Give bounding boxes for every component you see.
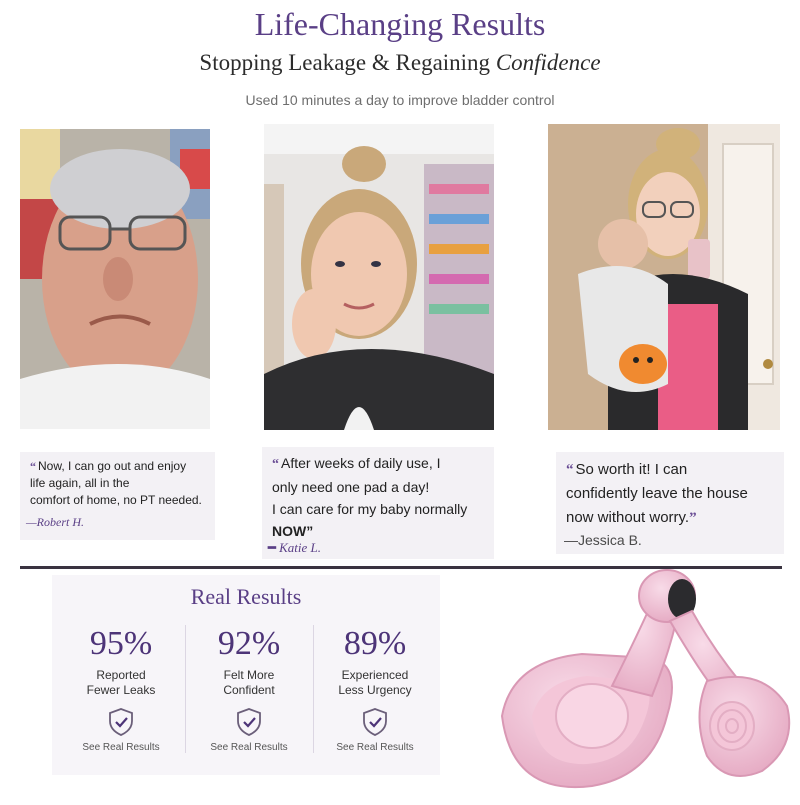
testimonial-photo-katie [264,124,494,430]
page-title: Life-Changing Results [254,6,546,42]
see-results-link[interactable]: See Real Results [82,742,160,753]
stat-percent: 92% [217,625,281,662]
tagline: Used 10 minutes a day to improve bladder control [245,92,555,108]
stat-percent: 95% [89,625,153,662]
stat-label: Felt More Confident [223,668,275,697]
subtitle-emphasis: Confidence [495,50,601,75]
page-subtitle: Stopping Leakage & Regaining Confidence [199,50,601,75]
testimonial-photo-robert [20,129,210,429]
stat-label: Reported Fewer Leaks [86,668,156,697]
quote-author: —Robert H. [26,515,84,529]
shield-check-icon [362,708,388,736]
stat-less-urgency [312,625,438,753]
quote-icon: “ [30,459,36,473]
quote-author: —Jessica B. [564,532,642,548]
testimonial-quote-katie [262,447,494,559]
testimonial-quote-jessica [556,452,784,554]
quote-icon: “ [272,457,279,472]
results-title: Real Results [190,584,302,609]
stat-percent: 89% [343,625,407,662]
quote-icon: “ [566,462,574,478]
shield-check-icon [108,708,134,736]
stat-felt-confident [186,625,312,753]
see-results-link[interactable]: See Real Results [336,742,414,753]
see-results-link[interactable]: See Real Results [210,742,288,753]
quote-text: “ After weeks of daily use, I only need one pad a day! I can care for my baby normally NOW” [272,455,468,539]
testimonial-quote-robert [20,452,215,540]
quote-emphasis: NOW [272,523,307,539]
product-image-pelvic-trainer [492,566,800,800]
testimonial-photo-jessica [548,124,780,430]
stat-fewer-leaks [58,625,184,753]
quote-text: “ So worth it! I can confidently leave the house now without worry.” [566,461,748,526]
shield-check-icon [236,708,262,736]
quote-author: ━ Katie L. [268,540,321,555]
quote-text: “ Now, I can go out and enjoy life again, all in the comfort of home, no PT needed. [30,459,202,507]
stat-label: Experienced Less Urgency [338,668,412,697]
